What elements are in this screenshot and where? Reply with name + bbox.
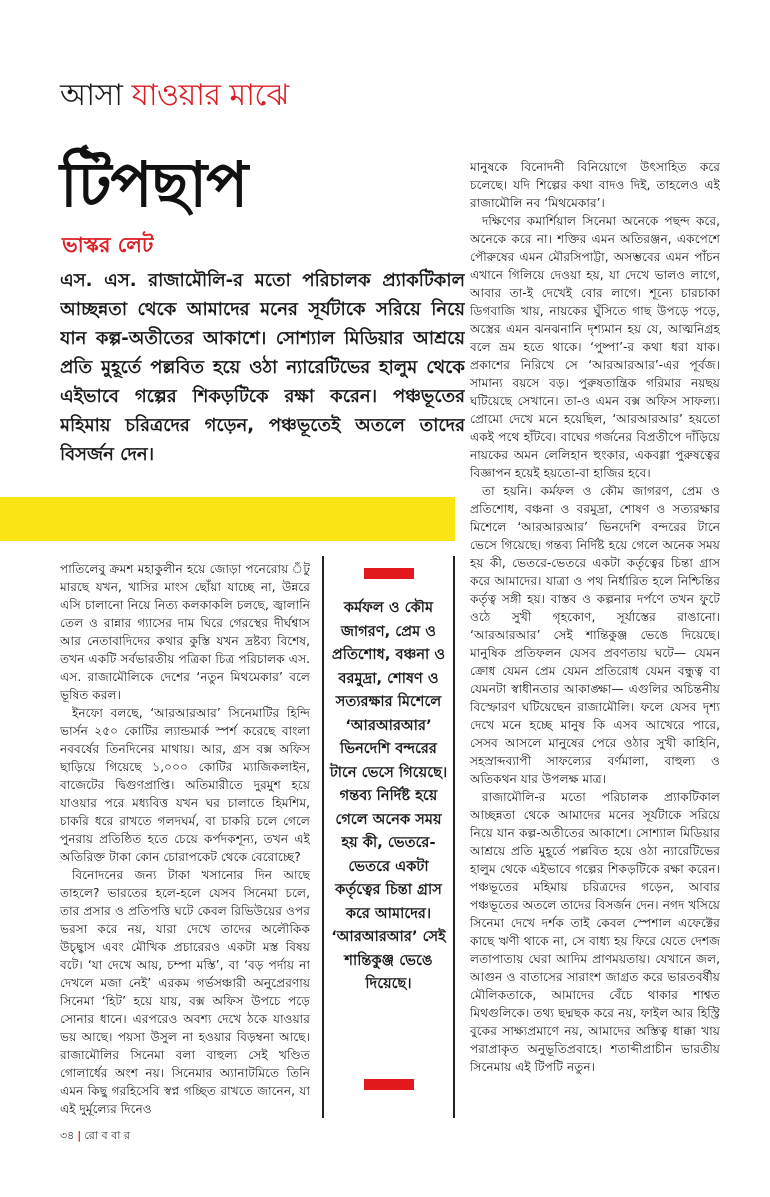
paragraph: ইনফো বলছে, ‘আরআরআর’ সিনেমাটির হিন্দি ভার্সন ২৫০ কোটির ল্যান্ডমার্ক স্পর্শ করেছে বাংলা নববর্ষের তিনদিনের মাথায়। আর, গ্রস বক্স অফিস ছাড়িয়ে গিয়েছে ১,০০০ কোটির ম্যাজিকলাইন, বাজেটের দ্বিগুণপ্রাপ্তি। অতিমারীতে দুরমুশ হয়ে যাওয়ার পরে মধ্যবিত্ত যখন ঘর চালাতে হিমশিম, চাকরি ধরে রাখতে গলদঘর্ম, বা চাকরি চলে গেলে পুনরায় প্রতিষ্ঠিত হতে চেয়ে কর্পদকশূন্য, তখন এই অতিরিক্ত টাকা কোন চোরাপকেট থেকে বেরোচ্ছে? bbox=[60, 706, 310, 864]
paragraph: রাজামৌলি-র মতো পরিচালক প্র্যাকটিকাল আচ্ছন্নতা থেকে আমাদের মনের সূর্যটাকে সরিয়ে নিয়ে যান কল্প-অতীতের আকাশে। সোশ্যাল মিডিয়ার আশ্রয়ে প্রতি মুহূর্তে পল্লবিত হয়ে ওঠা ন্যারেটিভের হালুম থেকে এইভাবে গল্পের শিকড়টিকে রক্ষা করেন। পঞ্চভূতের মহিমায় চরিত্রদের গড়েন, আবার পঞ্চভূতের অতলে তাদের বিসর্জন দেন। নগদ খসিয়ে সিনেমা দেখে দর্শক তাই কেবল স্পেশাল এফেক্টের কাছে ঋণী থাকে না, সে বাধ্য হয় ফিরে যেতে দেশজ লতাপাতায় ঘেরা আদিম প্রাণময়তায়। যেখানে জল, আগুন ও বাতাসের সারাংশ জাগ্রত করে ভারতবর্ষীয় মৌলিকতাকে, আমাদের বেঁচে থাকার শাশ্বত মিথগুলিকে। তথ্য ছদ্মছক করে নয়, ফাইল আর হিস্ট্রি বুকের সাক্ষ্যপ্রমাণে নয়, আমাদের অস্তিত্ব ধাক্কা খায় পরাপ্রাকৃত অনুভূতিপ্রবাহে। শতাব্দীপ্রাচীন ভারতীয় সিনেমায় এই টিপটি নতুন। bbox=[470, 790, 720, 1074]
paragraph: মানুষকে বিনোদনী বিনিয়োগে উৎসাহিত করে চলেছে। যদি শিল্পের কথা বাদও দিই, তাহলেও এই রাজামৌলি নব ‘মিথমেকার’। bbox=[470, 160, 720, 210]
page-footer bbox=[60, 1128, 130, 1144]
article-headline: টিপছাপ bbox=[60, 148, 248, 221]
paragraph: তা হয়নি। কর্মফল ও কৌম জাগরণ, প্রেম ও প্রতিশোধ, বঞ্চনা ও বরমুদ্রা, শোষণ ও সত্যরক্ষার মিশেলে ‘আরআরআর’ ভিনদেশি বন্দরের টানে ভেসে গিয়েছে। গন্তব্য নির্দিষ্ট হয়ে গেলে অনেক সময় হয় কী, ভেতরে-ভেতরে একটা কর্তৃত্বের চিন্তা গ্রাস করে আমাদের। যাত্রা ও পথ নির্ধারিত হলে নিশ্চিন্তির কর্তৃত্ব সঙ্গী হয়। বাস্তব ও কল্পনার দর্পণে তখন ফুটে ওঠে সুখী গৃহকোণ, সূর্যাস্তের রাঙানো। ‘আরআরআর’ সেই শান্তিকুঞ্জ ভেঙে দিয়েছে। মানুষিক প্রতিফলন যেসব প্রবণতায় ঘটে— যেমন ক্রোধ যেমন প্রেম যেমন প্রতিরোধ যেমন বন্ধুত্ব বা যেমনটা স্বাধীনতার আকাঙ্ক্ষা— এগুলির অচিন্তনীয় বিস্ফোরণ ঘটিয়েছেন রাজামৌলি। ফলে যেসব দৃশ্য দেখে মনে হচ্ছে মানুষ কি এসব আখেরে পারে, সেসব আসলে মানুষের পেরে ওঠার সুখী কাহিনি, সহস্রাব্দব্যাপী সাফল্যের বর্ণমালা, বাহুল্য ও অতিকথন যার উপলক্ষ মাত্র। bbox=[470, 484, 720, 786]
paragraph: পাতিলেবু ক্রমশ মহাকুলীন হয়ে জোড়া পনেরোয় ঁটু মারছে যখন, খাসির মাংস ছোঁয়া যাচ্ছে না, উন্নরে এসি চালানো নিয়ে নিত্য কলকাকলি চলছে, জ্বালানি তেল ও রান্নার গ্যাসের দাম ঘিরে গেরস্থের দীর্ঘশ্বাস আর নেতাবাদিদের কথার কুস্তি যখন দ্রষ্টব্য বিশেষ, তখন একটি সর্বভারতীয় পত্রিকা চিত্র পরিচালক এস. এস. রাজামৌলিকে দেশের ‘নতুন মিথমেকার’ বলে ভূষিত করল। bbox=[60, 562, 310, 702]
author-byline: ভাস্কর লেট bbox=[62, 233, 154, 257]
page-number: ৩৪ bbox=[60, 1129, 75, 1142]
pull-quote-bottom-bar bbox=[364, 1079, 414, 1090]
pull-quote-text: কর্মফল ও কৌম জাগরণ, প্রেম ও প্রতিশোধ, বঞ্চনা ও বরমুদ্রা, শোষণ ও সত্যরক্ষার মিশেলে ‘আরআরআর’ ভিনদেশি বন্দরের টানে ভেসে গিয়েছে। গন্তব্য নির্দিষ্ট হয়ে গেলে অনেক সময় হয় কী, ভেতরে-ভেতরে একটা কর্তৃত্বের চিন্তা গ্রাস করে আমাদের। ‘আরআরআর’ সেই শান্তিকুঞ্জ ভেঙে দিয়েছে। bbox=[329, 599, 448, 992]
paragraph: দক্ষিণের কমার্শিয়াল সিনেমা অনেকে পছন্দ করে, অনেকে করে না। শক্তির এমন অতিরঞ্জন, একপেশে পৌরুষের এমন মৌরসিপাট্টা, অসম্ভবের এমন পাঁচন এখানে গিলিয়ে দেওয়া হয়, যা দেখে ভালও লাগে, আবার তা-ই দেখেই বোর লাগে। শূন্যে চারচাকা ডিগবাজি খায়, নায়কের ঘুঁসিতে গাছ উপড়ে পড়ে, অস্ত্রের এমন ঝনঝনানি দৃশ্যমান হয় যে, আত্মনিগ্রহ বলে ভ্রম হতে থাকে। ‘পুষ্পা’-র কথা ধরা যাক। প্রকাশের নিরিখে সে ‘আরআরআর’-এর পূর্বজ। সামান্য বয়সে বড়। পুরুষতান্ত্রিক গরিমার নয়ছয় ঘটিয়েছে সেখানে। তা-ও এমন বক্স অফিস সাফল্য। প্রোমো দেখে মনে হয়েছিল, ‘আরআরআর’ হয়তো একই পথে হাঁটবে। বাঘের গর্জনের বিপ্রতীপে দাঁড়িয়ে নায়কের অমন লেলিহান হুংকার, একবগ্গা পুরুষত্বের বিজ্ঞাপন হয়েই হয়তো-বা হাজির হবে। bbox=[470, 214, 720, 480]
paragraph: বিনোদনের জন্য টাকা খসানোর দিন আছে তাহলে? ভারতের হলে-হলে যেসব সিনেমা চলে, তার প্রসার ও প্রতিপত্তি ঘটে কেবল রিভিউয়ের ওপর ভরসা করে নয়, যারা দেখে তাদের অলৌকিক উচ্ছ্বাস এবং মৌখিক প্রচারেরও একটা মস্ত বিষয় বটে। ‘যা দেখে আয়, চম্পা মস্তি’, বা ‘বড় পর্দায় না দেখলে মজা নেই’ এরকম গর্ভসঞ্চারী অনুপ্রেরণায় সিনেমা ‘হিট’ হয়ে যায়, বক্স অফিস উপচে পড়ে সোনার ধানে। এরপরেও অবশ্য দেখে ঠকে যাওয়ার ভয় আছে। পয়সা উসুল না হওয়ার বিড়ম্বনা আছে। রাজামৌলির সিনেমা বলা বাহুল্য সেই খণ্ডিত গোলার্ধের অংশ নয়। সিনেমার অ্যানাটমিতে তিনি এমন কিছু গরহিসেবি স্বপ্ন গচ্ছিত রাখতে জানেন, যা এই দুর্মূল্যের দিনেও bbox=[60, 868, 310, 1116]
series-label-part2: যাওয়ার মাঝে bbox=[131, 78, 289, 113]
pull-quote-top-bar bbox=[364, 568, 414, 579]
body-column-right bbox=[470, 158, 720, 1116]
decorative-yellow-band bbox=[0, 497, 455, 541]
folio-separator: | bbox=[77, 1129, 82, 1142]
article-intro: এস. এস. রাজামৌলি-র মতো পরিচালক প্র্যাকটিকাল আচ্ছন্নতা থেকে আমাদের মনের সূর্যটাকে সরিয়ে নিয়ে যান কল্প-অতীতের আকাশে। সোশ্যাল মিডিয়ার আশ্রয়ে প্রতি মুহূর্তে পল্লবিত হয়ে ওঠা ন্যারেটিভের হালুম থেকে এইভাবে গল্পের শিকড়টিকে রক্ষা করেন। পঞ্চভূতের মহিমায় চরিত্রদের গড়েন, পঞ্চভূতেই অতলে তাদের বিসর্জন দেন। bbox=[60, 270, 465, 465]
body-column-left bbox=[60, 560, 310, 1116]
series-label bbox=[60, 76, 289, 116]
series-label-part1: আসা bbox=[60, 78, 123, 113]
magazine-name: রো ব বা র bbox=[84, 1129, 131, 1142]
pull-quote-box bbox=[322, 556, 455, 1118]
